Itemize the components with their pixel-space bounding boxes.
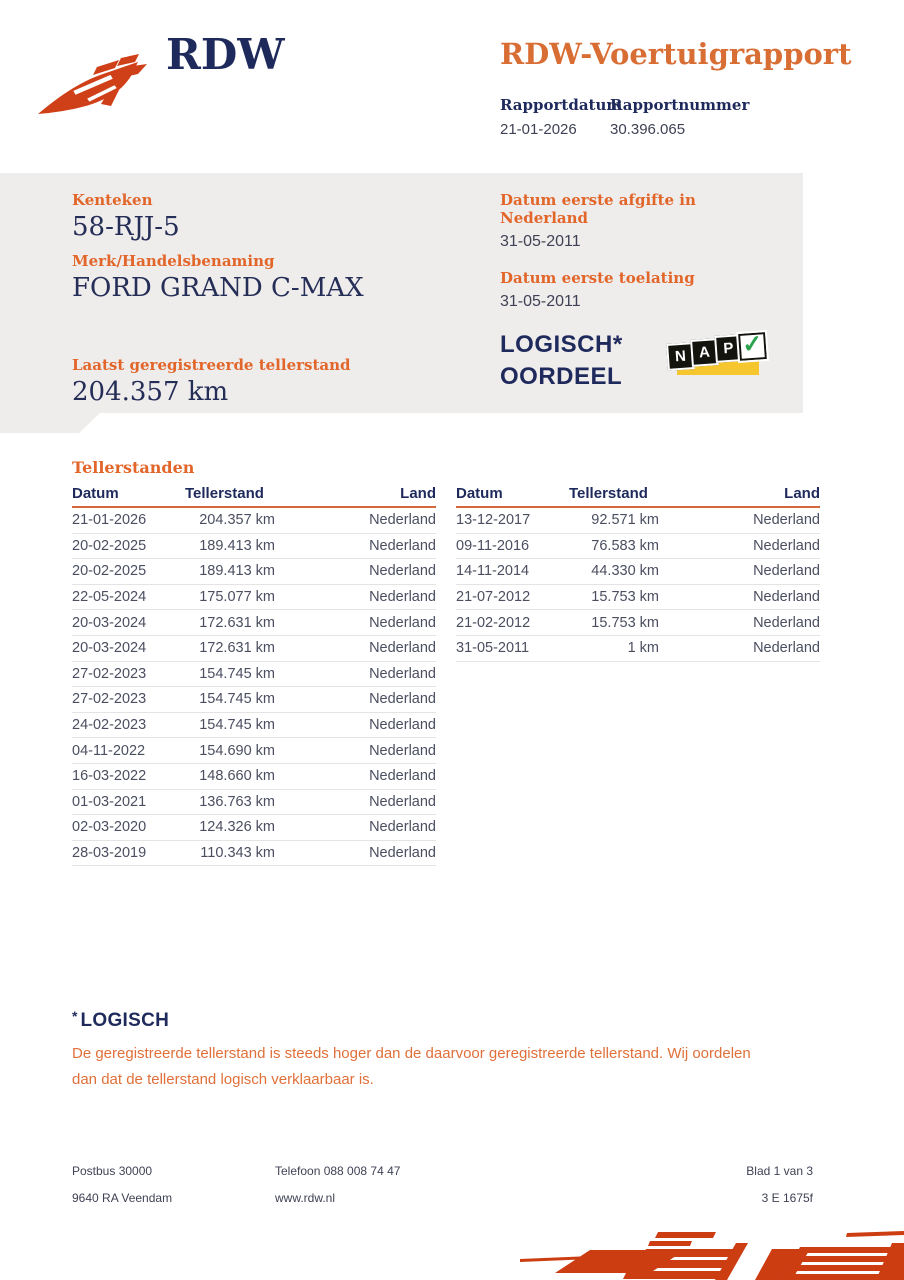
cell-datum: 28-03-2019 (72, 845, 147, 862)
column-header-land: Land (784, 485, 820, 502)
footer-postbus: Postbus 30000 (72, 1164, 153, 1178)
cell-land: Nederland (369, 691, 436, 708)
table-row (72, 815, 436, 841)
page-title: RDW-Voertuigrapport (500, 37, 852, 71)
cell-land: Nederland (369, 589, 436, 606)
footer-form-code: 3 E 1675f (761, 1191, 813, 1205)
logisch-footnote (72, 1008, 778, 1092)
summary-right-column (500, 191, 803, 417)
table-body (72, 508, 436, 866)
cell-tellerstand: 1 km (627, 640, 659, 657)
oordeel-line2: OORDEEL (500, 363, 623, 391)
cell-land: Nederland (369, 665, 436, 682)
cell-datum: 27-02-2023 (72, 665, 147, 682)
cell-datum: 20-02-2025 (72, 563, 147, 580)
footnote-asterisk: * (72, 1008, 78, 1024)
cell-tellerstand: 154.745 km (199, 691, 275, 708)
footer-phone: Telefoon 088 008 74 47 (275, 1164, 401, 1178)
cell-land: Nederland (753, 589, 820, 606)
toelating-label: Datum eerste toelating (500, 269, 695, 287)
page-footer (72, 1164, 813, 1205)
cell-datum: 16-03-2022 (72, 768, 147, 785)
table-row (72, 610, 436, 636)
table-row (72, 841, 436, 867)
table-row (72, 662, 436, 688)
cell-tellerstand: 204.357 km (199, 512, 275, 529)
cell-tellerstand: 154.690 km (199, 742, 275, 759)
report-meta (500, 96, 880, 138)
column-header-datum: Datum (456, 485, 503, 502)
cell-land: Nederland (369, 717, 436, 734)
cell-datum: 24-02-2023 (72, 717, 147, 734)
report-number-label: Rapportnummer (610, 96, 750, 114)
cell-tellerstand: 148.660 km (199, 768, 275, 785)
table-row (72, 713, 436, 739)
cell-land: Nederland (753, 563, 820, 580)
cell-tellerstand: 154.745 km (199, 717, 275, 734)
report-header (500, 37, 880, 138)
rdw-logo-text: RDW (166, 30, 285, 79)
cell-datum: 21-07-2012 (456, 589, 531, 606)
cell-tellerstand: 92.571 km (591, 512, 659, 529)
merk-label: Merk/Handelsbenaming (72, 251, 275, 270)
cell-datum: 27-02-2023 (72, 691, 147, 708)
cell-tellerstand: 124.326 km (199, 819, 275, 836)
table-row (456, 636, 820, 662)
column-header-tellerstand: Tellerstand (185, 485, 264, 502)
afgifte-value: 31-05-2011 (500, 233, 581, 250)
tellerstanden-title: Tellerstanden (72, 458, 195, 477)
tellerstand-label: Laatst geregistreerde tellerstand (72, 356, 351, 374)
table-header-row (456, 485, 820, 508)
cell-tellerstand: 15.753 km (591, 614, 659, 631)
cell-tellerstand: 44.330 km (591, 563, 659, 580)
report-date-block (500, 96, 623, 138)
report-date-value: 21-01-2026 (500, 121, 577, 138)
table-row (456, 508, 820, 534)
cell-datum: 09-11-2016 (456, 537, 530, 554)
table-row (456, 534, 820, 560)
cell-land: Nederland (369, 614, 436, 631)
cell-datum: 21-01-2026 (72, 512, 147, 529)
cell-datum: 13-12-2017 (456, 512, 531, 529)
table-row (72, 687, 436, 713)
table-row (456, 585, 820, 611)
odometer-table-left (72, 485, 436, 866)
table-body (456, 508, 820, 662)
oordeel-line1: LOGISCH* (500, 331, 623, 358)
footnote-title: LOGISCH (80, 1010, 170, 1031)
table-row (72, 534, 436, 560)
table-row (72, 790, 436, 816)
table-row (72, 738, 436, 764)
cell-datum: 14-11-2014 (456, 563, 530, 580)
report-number-block (610, 96, 749, 138)
report-number-value: 30.396.065 (610, 121, 686, 138)
cell-datum: 02-03-2020 (72, 819, 147, 836)
oordeel-text (500, 329, 623, 394)
table-header-row (72, 485, 436, 508)
cell-datum: 21-02-2012 (456, 614, 531, 631)
column-header-land: Land (400, 485, 436, 502)
cell-tellerstand: 15.753 km (591, 589, 659, 606)
cell-datum: 04-11-2022 (72, 742, 146, 759)
cell-datum: 20-03-2024 (72, 614, 147, 631)
table-row (72, 585, 436, 611)
nap-letter-p: P (714, 334, 743, 363)
cell-land: Nederland (369, 537, 436, 554)
cell-land: Nederland (753, 640, 820, 657)
cell-datum: 20-02-2025 (72, 537, 147, 554)
cell-land: Nederland (753, 512, 820, 529)
kenteken-label: Kenteken (72, 191, 153, 209)
oordeel-block (500, 329, 763, 394)
footnote-text: De geregistreerde tellerstand is steeds hoger dan de daarvoor geregistreerde tellerstand. Wij oordelen dan dat de tellerstand logisch verklaarbaar is. (72, 1045, 751, 1088)
summary-left-column (72, 191, 500, 417)
nap-letter-a: A (690, 338, 719, 367)
table-row (456, 559, 820, 585)
cell-tellerstand: 172.631 km (199, 640, 275, 657)
cell-land: Nederland (369, 793, 436, 810)
cell-tellerstand: 76.583 km (591, 537, 659, 554)
cell-datum: 01-03-2021 (72, 793, 147, 810)
column-header-tellerstand: Tellerstand (569, 485, 648, 502)
footer-city: 9640 RA Veendam (72, 1191, 173, 1205)
kenteken-value: 58-RJJ-5 (72, 212, 180, 242)
cell-land: Nederland (753, 537, 820, 554)
rdw-logo (35, 30, 285, 118)
footer-website: www.rdw.nl (275, 1191, 336, 1205)
cell-tellerstand: 136.763 km (199, 793, 275, 810)
cell-tellerstand: 175.077 km (199, 589, 275, 606)
cell-datum: 22-05-2024 (72, 589, 147, 606)
table-row (72, 636, 436, 662)
odometer-table-right (456, 485, 820, 866)
vehicle-summary-panel (0, 173, 803, 413)
nap-letter-n: N (666, 342, 695, 371)
cell-datum: 31-05-2011 (456, 640, 530, 657)
table-row (456, 610, 820, 636)
cell-land: Nederland (369, 563, 436, 580)
merk-value: FORD GRAND C-MAX (72, 272, 364, 303)
rdw-flag-icon (35, 54, 150, 118)
cell-tellerstand: 154.745 km (199, 665, 275, 682)
column-header-datum: Datum (72, 485, 119, 502)
cell-land: Nederland (369, 640, 436, 657)
cell-land: Nederland (369, 845, 436, 862)
rdw-stripes-graphic (500, 1225, 904, 1280)
afgifte-label: Datum eerste afgifte in Nederland (500, 191, 696, 227)
cell-tellerstand: 189.413 km (199, 563, 275, 580)
tellerstanden-section (72, 458, 820, 866)
toelating-value: 31-05-2011 (500, 293, 581, 310)
nap-logo-icon (667, 329, 764, 379)
cell-land: Nederland (369, 819, 436, 836)
nap-checkmark-icon: ✓ (738, 332, 767, 361)
cell-tellerstand: 189.413 km (199, 537, 275, 554)
footnote-heading (72, 1008, 778, 1032)
tellerstand-value: 204.357 km (72, 377, 229, 407)
report-date-label: Rapportdatum (500, 96, 623, 114)
cell-land: Nederland (369, 768, 436, 785)
footer-page-indicator: Blad 1 van 3 (746, 1164, 813, 1178)
table-row (72, 559, 436, 585)
cell-tellerstand: 172.631 km (199, 614, 275, 631)
cell-datum: 20-03-2024 (72, 640, 147, 657)
cell-land: Nederland (369, 512, 436, 529)
cell-land: Nederland (753, 614, 820, 631)
cell-tellerstand: 110.343 km (200, 845, 275, 862)
cell-land: Nederland (369, 742, 436, 759)
table-row (72, 764, 436, 790)
table-row (72, 508, 436, 534)
